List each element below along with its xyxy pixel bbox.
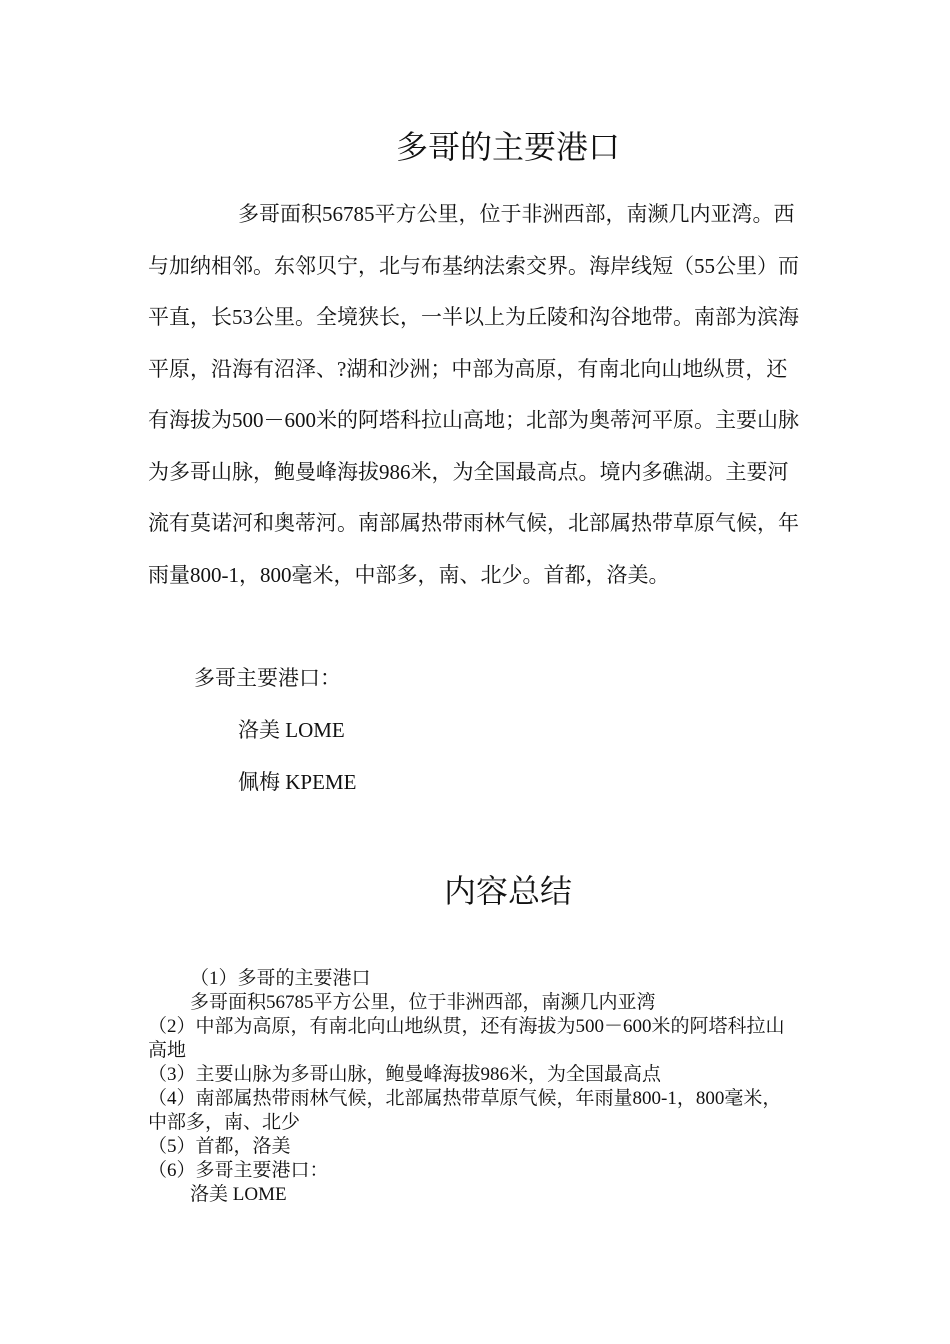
port-item-lome: 洛美 LOME (238, 718, 345, 742)
summary-list (148, 967, 798, 1207)
summary-item: （1）多哥的主要港口 (190, 968, 371, 989)
intro-paragraph: 多哥面积56785平方公里，位于非洲西部，南濒几内亚湾。西与加纳相邻。东邻贝宁，北与布基纳法索交界。海岸线短（55公里）而平直，长53公里。全境狭长，一半以上为丘陵和沟谷地带。南部为滨海平原，沿海有沼泽、?湖和沙洲；中部为高原，有南北向山地纵贯，还有海拔为500－600米的阿塔科拉山高地；北部为奥蒂河平原。主要山脉为多哥山脉，鲍曼峰海拔986米，为全国最高点。境内多礁湖。主要河流有莫诺河和奥蒂河。南部属热带雨林气候，北部属热带草原气候，年雨量800-1，800毫米，中部多，南、北少。首都，洛美。 (148, 202, 799, 587)
summary-item: （2）中部为高原，有南北向山地纵贯，还有海拔为500－600米的阿塔科拉山高地 (148, 1016, 785, 1061)
summary-item: （5）首都，洛美 (148, 1136, 291, 1157)
document-title: 多哥的主要港口 (395, 129, 620, 165)
port-item-kpeme: 佩梅 KPEME (238, 770, 357, 794)
summary-item: 多哥面积56785平方公里，位于非洲西部，南濒几内亚湾 (190, 992, 656, 1013)
summary-item: （6）多哥主要港口： (148, 1160, 329, 1181)
summary-item: （4）南部属热带雨林气候，北部属热带草原气候，年雨量800-1，800毫米，中部多，南、北少 (148, 1088, 782, 1133)
ports-heading: 多哥主要港口： (194, 666, 341, 690)
summary-title: 内容总结 (443, 873, 572, 909)
summary-item: 洛美 LOME (190, 1184, 287, 1205)
summary-item: （3）主要山脉为多哥山脉，鲍曼峰海拔986米，为全国最高点 (148, 1064, 662, 1085)
